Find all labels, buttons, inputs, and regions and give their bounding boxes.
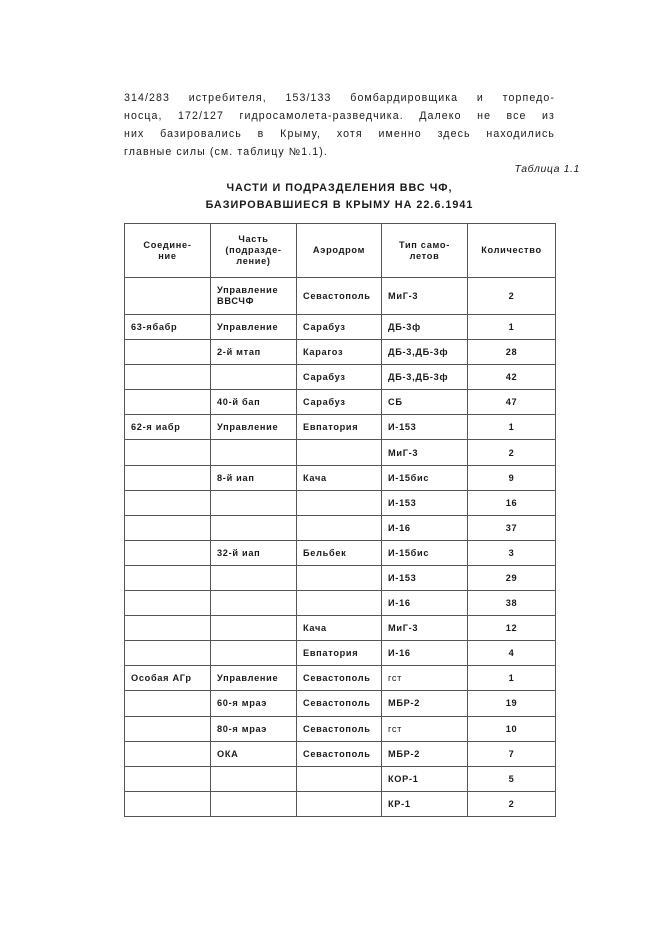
cell-airfield: Евпатория (297, 415, 382, 440)
header-text: Соедине- (143, 239, 192, 250)
cell-aircraft-type: И-16 (382, 515, 468, 540)
cell-formation (125, 741, 211, 766)
cell-airfield (297, 440, 382, 465)
table-row (125, 465, 556, 490)
header-airfield: Аэродром (297, 224, 382, 278)
cell-count: 2 (468, 791, 556, 816)
cell-formation (125, 766, 211, 791)
cell-formation (125, 565, 211, 590)
cell-aircraft-type: И-15бис (382, 540, 468, 565)
table-row (125, 641, 556, 666)
cell-unit: ОКА (211, 741, 297, 766)
cell-unit (211, 365, 297, 390)
cell-count: 47 (468, 390, 556, 415)
cell-airfield: Евпатория (297, 641, 382, 666)
table-row (125, 716, 556, 741)
header-text: (подразде- (225, 245, 282, 255)
cell-count: 29 (468, 565, 556, 590)
body-paragraph (124, 89, 555, 161)
cell-airfield: Севастополь (297, 716, 382, 741)
cell-text: ВВСЧФ (217, 296, 255, 306)
cell-aircraft-type: МБР-2 (382, 741, 468, 766)
table-row (125, 515, 556, 540)
cell-count: 37 (468, 515, 556, 540)
cell-count: 7 (468, 741, 556, 766)
cell-count: 12 (468, 616, 556, 641)
cell-count: 16 (468, 490, 556, 515)
cell-airfield: Севастополь (297, 666, 382, 691)
cell-count: 10 (468, 716, 556, 741)
cell-airfield: Бельбек (297, 540, 382, 565)
header-text: Тип само- (399, 239, 450, 250)
cell-unit: 2-й мтап (211, 340, 297, 365)
header-aircraft-type (382, 224, 468, 278)
cell-formation (125, 515, 211, 540)
cell-count: 19 (468, 691, 556, 716)
table-row (125, 390, 556, 415)
table-row (125, 315, 556, 340)
table-label: Таблица 1.1 (514, 163, 580, 175)
cell-unit: 40-й бап (211, 390, 297, 415)
table-header-row (125, 224, 556, 278)
cell-unit (211, 791, 297, 816)
table-row (125, 490, 556, 515)
table-row (125, 791, 556, 816)
cell-aircraft-type: МиГ-3 (382, 616, 468, 641)
cell-aircraft-type: МиГ-3 (382, 278, 468, 315)
cell-count: 4 (468, 641, 556, 666)
cell-unit (211, 440, 297, 465)
cell-airfield (297, 565, 382, 590)
cell-formation (125, 716, 211, 741)
header-count: Количество (468, 224, 556, 278)
cell-unit: 32-й иап (211, 540, 297, 565)
cell-count: 2 (468, 440, 556, 465)
cell-unit: Управление (211, 415, 297, 440)
cell-aircraft-type: ДБ-3ф (382, 315, 468, 340)
cell-aircraft-type: МиГ-3 (382, 440, 468, 465)
cell-unit: 8-й иап (211, 465, 297, 490)
cell-formation (125, 365, 211, 390)
cell-airfield: Сарабуз (297, 315, 382, 340)
cell-unit (211, 490, 297, 515)
cell-count: 1 (468, 415, 556, 440)
cell-formation (125, 490, 211, 515)
cell-unit (211, 766, 297, 791)
cell-aircraft-type: И-153 (382, 490, 468, 515)
aviation-units-table (124, 223, 556, 817)
cell-count: 3 (468, 540, 556, 565)
paragraph-line: носца, 172/127 гидросамолета-разведчика. Далеко не все из (124, 110, 555, 122)
table-row (125, 741, 556, 766)
cell-count: 1 (468, 666, 556, 691)
cell-formation (125, 465, 211, 490)
cell-count: 2 (468, 278, 556, 315)
cell-count: 5 (468, 766, 556, 791)
table-row (125, 691, 556, 716)
cell-unit (211, 278, 297, 315)
table-row (125, 591, 556, 616)
table-title-line: ЧАСТИ И ПОДРАЗДЕЛЕНИЯ ВВС ЧФ, (226, 182, 453, 194)
cell-unit (211, 591, 297, 616)
cell-airfield: Сарабуз (297, 365, 382, 390)
cell-airfield: Кача (297, 616, 382, 641)
cell-airfield (297, 490, 382, 515)
cell-formation (125, 540, 211, 565)
cell-airfield: Кача (297, 465, 382, 490)
cell-airfield: Севастополь (297, 691, 382, 716)
cell-aircraft-type: И-153 (382, 565, 468, 590)
cell-unit: 60-я мраэ (211, 691, 297, 716)
cell-formation (125, 278, 211, 315)
cell-aircraft-type: И-16 (382, 591, 468, 616)
cell-unit: Управление (211, 315, 297, 340)
table-title (124, 180, 555, 214)
header-text: ние (158, 250, 177, 261)
cell-aircraft-type: КОР-1 (382, 766, 468, 791)
cell-formation (125, 791, 211, 816)
cell-aircraft-type: И-153 (382, 415, 468, 440)
cell-formation: 63-ябабр (125, 315, 211, 340)
cell-unit: 80-я мраэ (211, 716, 297, 741)
cell-formation: Особая АГр (125, 666, 211, 691)
table-row (125, 415, 556, 440)
cell-count: 9 (468, 465, 556, 490)
table-row (125, 340, 556, 365)
cell-formation (125, 691, 211, 716)
cell-unit (211, 641, 297, 666)
header-text: ление) (236, 256, 271, 266)
cell-unit: Управление (211, 666, 297, 691)
table-row (125, 540, 556, 565)
cell-airfield (297, 591, 382, 616)
cell-airfield (297, 515, 382, 540)
cell-aircraft-type: гст (382, 666, 468, 691)
cell-airfield: Севастополь (297, 741, 382, 766)
cell-formation (125, 616, 211, 641)
cell-aircraft-type: СБ (382, 390, 468, 415)
table-row (125, 666, 556, 691)
table-row (125, 278, 556, 315)
cell-count: 42 (468, 365, 556, 390)
cell-aircraft-type: КР-1 (382, 791, 468, 816)
cell-formation (125, 340, 211, 365)
paragraph-line: главные силы (см. таблицу №1.1). (124, 146, 328, 158)
cell-aircraft-type: ДБ-3,ДБ-3ф (382, 340, 468, 365)
cell-aircraft-type: И-15бис (382, 465, 468, 490)
table-row (125, 565, 556, 590)
cell-airfield (297, 791, 382, 816)
paragraph-line: них базировались в Крыму, хотя именно здесь находились (124, 128, 555, 140)
cell-count: 38 (468, 591, 556, 616)
cell-formation: 62-я иабр (125, 415, 211, 440)
paragraph-line: 314/283 истребителя, 153/133 бомбардировщика и торпедо- (124, 92, 555, 104)
cell-unit (211, 616, 297, 641)
cell-formation (125, 591, 211, 616)
cell-airfield (297, 766, 382, 791)
cell-formation (125, 641, 211, 666)
table-row (125, 440, 556, 465)
header-unit (211, 224, 297, 278)
cell-unit (211, 565, 297, 590)
cell-aircraft-type: ДБ-3,ДБ-3ф (382, 365, 468, 390)
cell-unit (211, 515, 297, 540)
table-row (125, 766, 556, 791)
cell-aircraft-type: И-16 (382, 641, 468, 666)
cell-airfield: Сарабуз (297, 390, 382, 415)
table-title-line: БАЗИРОВАВШИЕСЯ В КРЫМУ НА 22.6.1941 (205, 199, 474, 211)
cell-formation (125, 440, 211, 465)
cell-formation (125, 390, 211, 415)
header-formation (125, 224, 211, 278)
cell-airfield: Севастополь (297, 278, 382, 315)
header-text: летов (409, 250, 440, 261)
table-row (125, 365, 556, 390)
cell-aircraft-type: МБР-2 (382, 691, 468, 716)
cell-count: 1 (468, 315, 556, 340)
cell-aircraft-type: гст (382, 716, 468, 741)
cell-count: 28 (468, 340, 556, 365)
table-row (125, 616, 556, 641)
cell-airfield: Карагоз (297, 340, 382, 365)
cell-text: Управление (217, 285, 279, 295)
header-text: Часть (238, 234, 269, 244)
